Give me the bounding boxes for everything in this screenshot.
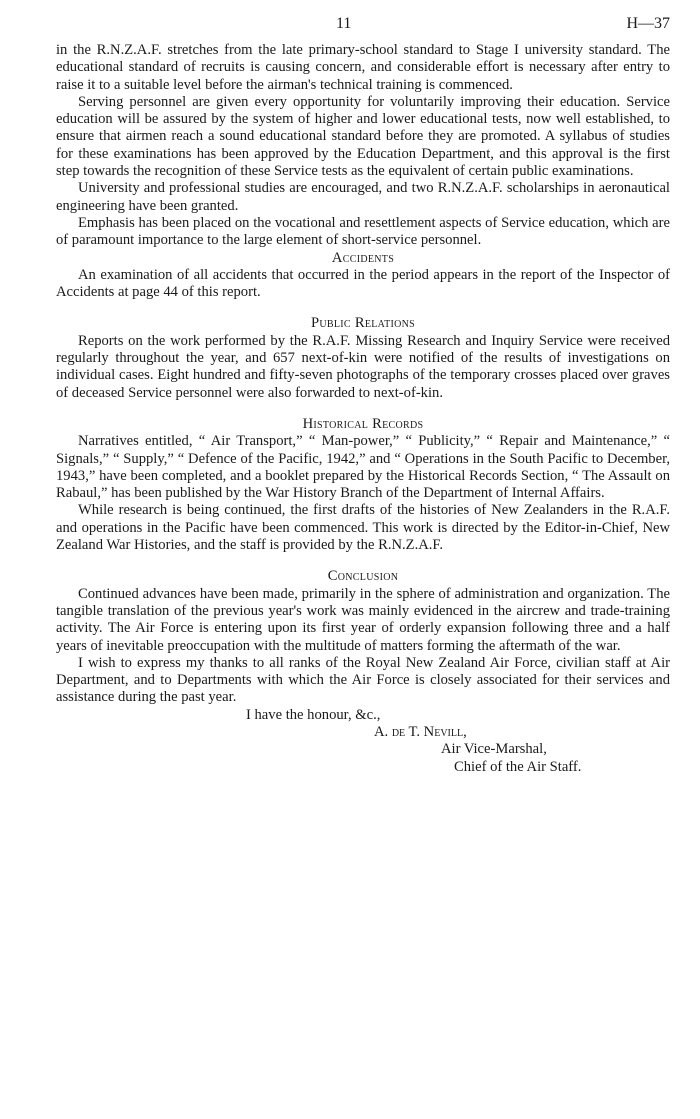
page-number: 11 (336, 15, 352, 32)
paragraph: Continued advances have been made, primarily in the sphere of administration and organization. The tangible translation of the previous year's work was mainly evidenced in the aircrew and trade-training activity. The Air Force is entering upon its first year of orderly expansion following three and a half years of inevitable preoccupation with the multitude of matters forming the aftermath of the war. (56, 585, 670, 654)
salutation: I have the honour, &c., (246, 706, 381, 723)
paragraph: Reports on the work performed by the R.A.F. Missing Research and Inquiry Service were received regularly throughout the year, and 657 next-of-kin were notified of the results of investigations on individual cases. Eight hundred and fifty-seven photographs of the temporary crosses placed over graves of deceased Service personnel were also forwarded to next-of-kin. (56, 332, 670, 401)
document-body (56, 42, 670, 776)
paragraph: University and professional studies are encouraged, and two R.N.Z.A.F. scholarships in aeronautical engineering have been granted. (56, 180, 670, 214)
paragraph: in the R.N.Z.A.F. stretches from the late primary-school standard to Stage I university standard. The educational standard of recruits is causing concern, and considerable effort is necessary after entry to raise it to a suitable level before the airman's technical training is commenced. (56, 42, 670, 93)
document-reference: H—37 (626, 15, 670, 32)
section-heading-conclusion: Conclusion (327, 568, 399, 585)
signatory-name: A. de T. Nevill, (374, 723, 467, 740)
paragraph: I wish to express my thanks to all ranks of the Royal New Zealand Air Force, civilian staff at Air Department, and to Departments with which the Air Force is closely associated for their services and assistance during the past year. (56, 654, 670, 706)
paragraph: Emphasis has been placed on the vocational and resettlement aspects of Service education, which are of paramount importance to the large element of short-service personnel. (56, 214, 670, 249)
paragraph: Narratives entitled, “ Air Transport,” “ Man-power,” “ Publicity,” “ Repair and Maintenance,” “ Signals,” “ Supply,” “ Defence of the Pacific, 1942,” and “ Operations in the South Pacific to December, 1943,” have been completed, and a booklet prepared by the Historical Records Section, “ The Assault on Rabaul,” has been published by the War History Branch of the Department of Internal Affairs. (56, 433, 670, 502)
section-heading-historical-records: Historical Records (302, 415, 424, 432)
section-heading-public-relations: Public Relations (310, 315, 416, 332)
paragraph: An examination of all accidents that occurred in the period appears in the report of the Inspector of Accidents at page 44 of this report. (56, 266, 670, 301)
signature-block (56, 707, 670, 776)
paragraph: While research is being continued, the first drafts of the histories of New Zealanders in the R.A.F. and operations in the Pacific have been commenced. This work is directed by the Editor-in-Chief, New Zealand War Histories, and the staff is provided by the R.N.Z.A.F. (56, 502, 670, 554)
paragraph: Serving personnel are given every opportunity for voluntarily improving their education. Service education will be assured by the system of higher and lower educational tests, now well established, to ensure that airmen reach a sound educational standard before they are promoted. A syllabus of studies for these examinations has been approved by the Education Department, and this approval is the first step towards the recognition of these Service tests as the equivalent of certain public examinations. (56, 93, 670, 180)
signatory-title: Chief of the Air Staff. (454, 758, 582, 775)
section-heading-accidents: Accidents (331, 249, 395, 266)
page-header (56, 0, 670, 42)
signatory-rank: Air Vice-Marshal, (441, 741, 547, 758)
